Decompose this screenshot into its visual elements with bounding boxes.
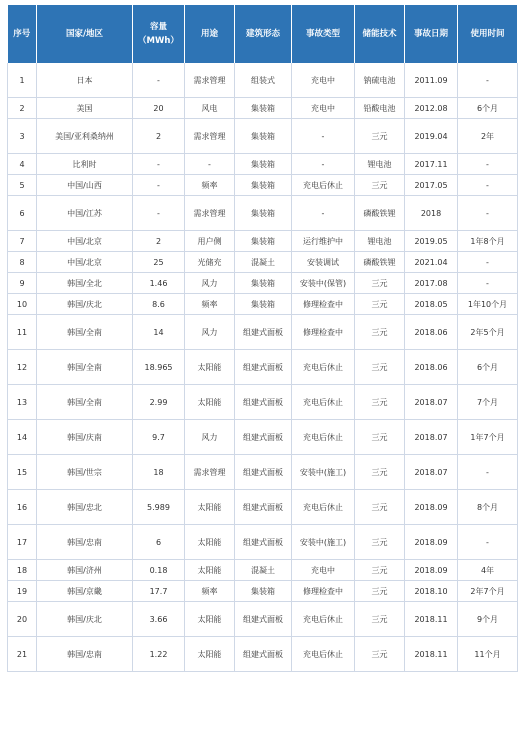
cell-building-form: 集装箱: [235, 273, 292, 294]
cell-usage-time: -: [458, 63, 518, 98]
cell-incident-type: -: [292, 196, 355, 231]
cell-usage: 风力: [185, 315, 235, 350]
cell-storage-tech: 锂电池: [355, 154, 405, 175]
cell-region: 美国: [37, 98, 133, 119]
cell-incident-type: 充电后休止: [292, 490, 355, 525]
cell-region: 韩国/济州: [37, 560, 133, 581]
cell-usage: 太阳能: [185, 490, 235, 525]
cell-building-form: 集装箱: [235, 98, 292, 119]
cell-usage: 用户侧: [185, 231, 235, 252]
cell-usage-time: 1年7个月: [458, 420, 518, 455]
cell-building-form: 集装箱: [235, 581, 292, 602]
table-row: [8, 490, 518, 525]
cell-usage-time: 11个月: [458, 637, 518, 672]
cell-building-form: 组建式面板: [235, 525, 292, 560]
cell-building-form: 集装箱: [235, 231, 292, 252]
cell-storage-tech: 锂电池: [355, 231, 405, 252]
cell-building-form: 集装箱: [235, 154, 292, 175]
table-row: [8, 98, 518, 119]
cell-incident-type: 充电后休止: [292, 420, 355, 455]
cell-storage-tech: 三元: [355, 490, 405, 525]
cell-capacity: 1.22: [133, 637, 185, 672]
cell-incident-type: 修理检查中: [292, 581, 355, 602]
cell-building-form: 组建式面板: [235, 490, 292, 525]
cell-capacity: 9.7: [133, 420, 185, 455]
table-row: [8, 637, 518, 672]
cell-storage-tech: 三元: [355, 525, 405, 560]
cell-incident-date: 2018.06: [405, 350, 458, 385]
cell-usage: 太阳能: [185, 560, 235, 581]
cell-building-form: 混凝土: [235, 560, 292, 581]
cell-index: 1: [8, 63, 37, 98]
cell-usage: 风力: [185, 420, 235, 455]
cell-usage-time: -: [458, 196, 518, 231]
table-row: [8, 252, 518, 273]
cell-incident-date: 2018.05: [405, 294, 458, 315]
cell-incident-type: 充电后休止: [292, 602, 355, 637]
cell-usage-time: -: [458, 252, 518, 273]
table-row: [8, 350, 518, 385]
table-row: [8, 294, 518, 315]
cell-building-form: 组装式: [235, 63, 292, 98]
cell-capacity: 2.99: [133, 385, 185, 420]
cell-storage-tech: 铅酸电池: [355, 98, 405, 119]
cell-incident-type: 安装调试: [292, 252, 355, 273]
header-capacity: 容量（MWh）: [133, 5, 185, 63]
cell-usage-time: -: [458, 525, 518, 560]
cell-region: 比利时: [37, 154, 133, 175]
cell-region: 韩国/庆北: [37, 294, 133, 315]
cell-capacity: -: [133, 175, 185, 196]
cell-incident-type: 安装中(施工): [292, 525, 355, 560]
cell-incident-type: 充电中: [292, 560, 355, 581]
cell-usage-time: 6个月: [458, 98, 518, 119]
cell-incident-type: 充电后休止: [292, 637, 355, 672]
cell-capacity: 14: [133, 315, 185, 350]
cell-storage-tech: 磷酸铁锂: [355, 252, 405, 273]
cell-capacity: 2: [133, 231, 185, 252]
table-row: [8, 315, 518, 350]
cell-incident-type: 充电后休止: [292, 385, 355, 420]
cell-incident-date: 2019.05: [405, 231, 458, 252]
incident-table: [7, 5, 518, 672]
cell-storage-tech: 三元: [355, 602, 405, 637]
header-index: 序号: [8, 5, 37, 63]
cell-capacity: 18: [133, 455, 185, 490]
table-row: [8, 420, 518, 455]
table-header-row: [8, 5, 518, 63]
cell-incident-date: 2012.08: [405, 98, 458, 119]
cell-incident-date: 2019.04: [405, 119, 458, 154]
cell-incident-date: 2011.09: [405, 63, 458, 98]
table-row: [8, 63, 518, 98]
cell-storage-tech: 三元: [355, 273, 405, 294]
cell-incident-date: 2021.04: [405, 252, 458, 273]
cell-incident-type: 充电后休止: [292, 350, 355, 385]
header-storage-tech: 储能技术: [355, 5, 405, 63]
cell-index: 12: [8, 350, 37, 385]
cell-building-form: 集装箱: [235, 119, 292, 154]
incident-table-container: [7, 5, 517, 672]
cell-incident-date: 2017.11: [405, 154, 458, 175]
cell-usage: 需求管理: [185, 196, 235, 231]
cell-capacity: 25: [133, 252, 185, 273]
cell-capacity: 1.46: [133, 273, 185, 294]
table-row: [8, 119, 518, 154]
cell-usage-time: 8个月: [458, 490, 518, 525]
cell-index: 2: [8, 98, 37, 119]
cell-usage: 频率: [185, 294, 235, 315]
header-usage-time: 使用时间: [458, 5, 518, 63]
cell-incident-date: 2017.08: [405, 273, 458, 294]
cell-capacity: 18.965: [133, 350, 185, 385]
cell-index: 20: [8, 602, 37, 637]
cell-capacity: 0.18: [133, 560, 185, 581]
cell-region: 韩国/全南: [37, 350, 133, 385]
cell-storage-tech: 三元: [355, 350, 405, 385]
cell-index: 18: [8, 560, 37, 581]
cell-region: 韩国/忠南: [37, 525, 133, 560]
table-row: [8, 525, 518, 560]
cell-storage-tech: 磷酸铁锂: [355, 196, 405, 231]
cell-usage-time: 1年8个月: [458, 231, 518, 252]
table-row: [8, 455, 518, 490]
cell-incident-date: 2018.06: [405, 315, 458, 350]
cell-region: 中国/江苏: [37, 196, 133, 231]
cell-usage: 需求管理: [185, 119, 235, 154]
cell-usage: -: [185, 154, 235, 175]
cell-incident-date: 2017.05: [405, 175, 458, 196]
cell-storage-tech: 三元: [355, 637, 405, 672]
cell-capacity: -: [133, 154, 185, 175]
cell-incident-type: 充电中: [292, 98, 355, 119]
cell-building-form: 集装箱: [235, 196, 292, 231]
header-incident-type: 事故类型: [292, 5, 355, 63]
cell-usage-time: 2年7个月: [458, 581, 518, 602]
cell-region: 韩国/庆北: [37, 602, 133, 637]
header-region: 国家/地区: [37, 5, 133, 63]
cell-index: 17: [8, 525, 37, 560]
cell-incident-date: 2018: [405, 196, 458, 231]
cell-index: 8: [8, 252, 37, 273]
cell-region: 韩国/京畿: [37, 581, 133, 602]
table-row: [8, 602, 518, 637]
cell-region: 韩国/忠北: [37, 490, 133, 525]
cell-usage-time: -: [458, 273, 518, 294]
cell-building-form: 组建式面板: [235, 420, 292, 455]
table-row: [8, 581, 518, 602]
cell-incident-date: 2018.09: [405, 490, 458, 525]
cell-incident-type: -: [292, 119, 355, 154]
table-row: [8, 560, 518, 581]
cell-index: 9: [8, 273, 37, 294]
cell-index: 14: [8, 420, 37, 455]
cell-region: 美国/亚利桑纳州: [37, 119, 133, 154]
cell-storage-tech: 三元: [355, 175, 405, 196]
cell-incident-type: 充电中: [292, 63, 355, 98]
cell-capacity: 2: [133, 119, 185, 154]
cell-usage-time: 1年10个月: [458, 294, 518, 315]
cell-incident-date: 2018.10: [405, 581, 458, 602]
cell-region: 韩国/庆南: [37, 420, 133, 455]
cell-building-form: 混凝土: [235, 252, 292, 273]
cell-usage: 太阳能: [185, 385, 235, 420]
cell-region: 韩国/全北: [37, 273, 133, 294]
cell-usage: 光储充: [185, 252, 235, 273]
cell-index: 21: [8, 637, 37, 672]
cell-building-form: 集装箱: [235, 175, 292, 196]
cell-usage: 需求管理: [185, 63, 235, 98]
cell-building-form: 组建式面板: [235, 455, 292, 490]
cell-index: 5: [8, 175, 37, 196]
cell-building-form: 组建式面板: [235, 602, 292, 637]
cell-capacity: 17.7: [133, 581, 185, 602]
cell-usage-time: 2年5个月: [458, 315, 518, 350]
cell-storage-tech: 三元: [355, 294, 405, 315]
cell-incident-type: 修理检查中: [292, 315, 355, 350]
cell-usage-time: -: [458, 175, 518, 196]
header-incident-date: 事故日期: [405, 5, 458, 63]
cell-usage-time: -: [458, 455, 518, 490]
cell-region: 韩国/忠南: [37, 637, 133, 672]
table-row: [8, 273, 518, 294]
header-usage: 用途: [185, 5, 235, 63]
cell-capacity: 8.6: [133, 294, 185, 315]
cell-storage-tech: 三元: [355, 581, 405, 602]
cell-capacity: 3.66: [133, 602, 185, 637]
cell-index: 10: [8, 294, 37, 315]
table-row: [8, 385, 518, 420]
cell-capacity: -: [133, 63, 185, 98]
cell-index: 4: [8, 154, 37, 175]
cell-usage: 风力: [185, 273, 235, 294]
cell-usage: 太阳能: [185, 637, 235, 672]
cell-usage-time: 4年: [458, 560, 518, 581]
cell-incident-type: 安装中(施工): [292, 455, 355, 490]
cell-usage-time: -: [458, 154, 518, 175]
cell-usage: 太阳能: [185, 602, 235, 637]
header-building-form: 建筑形态: [235, 5, 292, 63]
table-row: [8, 196, 518, 231]
cell-usage-time: 2年: [458, 119, 518, 154]
cell-building-form: 组建式面板: [235, 385, 292, 420]
cell-region: 韩国/世宗: [37, 455, 133, 490]
cell-building-form: 组建式面板: [235, 315, 292, 350]
cell-storage-tech: 三元: [355, 455, 405, 490]
cell-region: 日本: [37, 63, 133, 98]
cell-building-form: 集装箱: [235, 294, 292, 315]
cell-storage-tech: 三元: [355, 560, 405, 581]
cell-usage-time: 7个月: [458, 385, 518, 420]
cell-incident-type: 运行维护中: [292, 231, 355, 252]
cell-incident-date: 2018.09: [405, 560, 458, 581]
cell-index: 6: [8, 196, 37, 231]
cell-incident-type: 充电后休止: [292, 175, 355, 196]
cell-incident-date: 2018.11: [405, 637, 458, 672]
cell-usage: 太阳能: [185, 350, 235, 385]
cell-index: 16: [8, 490, 37, 525]
cell-usage: 风电: [185, 98, 235, 119]
cell-usage-time: 9个月: [458, 602, 518, 637]
cell-index: 7: [8, 231, 37, 252]
cell-region: 中国/山西: [37, 175, 133, 196]
cell-usage: 太阳能: [185, 525, 235, 560]
cell-index: 3: [8, 119, 37, 154]
cell-usage: 频率: [185, 581, 235, 602]
cell-index: 11: [8, 315, 37, 350]
cell-region: 中国/北京: [37, 252, 133, 273]
cell-storage-tech: 三元: [355, 385, 405, 420]
cell-usage: 需求管理: [185, 455, 235, 490]
cell-storage-tech: 三元: [355, 119, 405, 154]
cell-building-form: 组建式面板: [235, 350, 292, 385]
cell-incident-type: 修理检查中: [292, 294, 355, 315]
cell-capacity: 6: [133, 525, 185, 560]
table-row: [8, 175, 518, 196]
cell-storage-tech: 三元: [355, 420, 405, 455]
table-row: [8, 154, 518, 175]
cell-index: 15: [8, 455, 37, 490]
cell-region: 韩国/全南: [37, 385, 133, 420]
cell-incident-type: -: [292, 154, 355, 175]
cell-index: 13: [8, 385, 37, 420]
cell-incident-type: 安装中(保管): [292, 273, 355, 294]
cell-usage: 频率: [185, 175, 235, 196]
cell-incident-date: 2018.11: [405, 602, 458, 637]
cell-incident-date: 2018.07: [405, 420, 458, 455]
cell-storage-tech: 钠硫电池: [355, 63, 405, 98]
cell-storage-tech: 三元: [355, 315, 405, 350]
cell-capacity: 5.989: [133, 490, 185, 525]
cell-index: 19: [8, 581, 37, 602]
cell-capacity: -: [133, 196, 185, 231]
cell-incident-date: 2018.09: [405, 525, 458, 560]
cell-region: 韩国/全南: [37, 315, 133, 350]
cell-incident-date: 2018.07: [405, 385, 458, 420]
cell-incident-date: 2018.07: [405, 455, 458, 490]
cell-building-form: 组建式面板: [235, 637, 292, 672]
cell-region: 中国/北京: [37, 231, 133, 252]
table-row: [8, 231, 518, 252]
cell-capacity: 20: [133, 98, 185, 119]
cell-usage-time: 6个月: [458, 350, 518, 385]
